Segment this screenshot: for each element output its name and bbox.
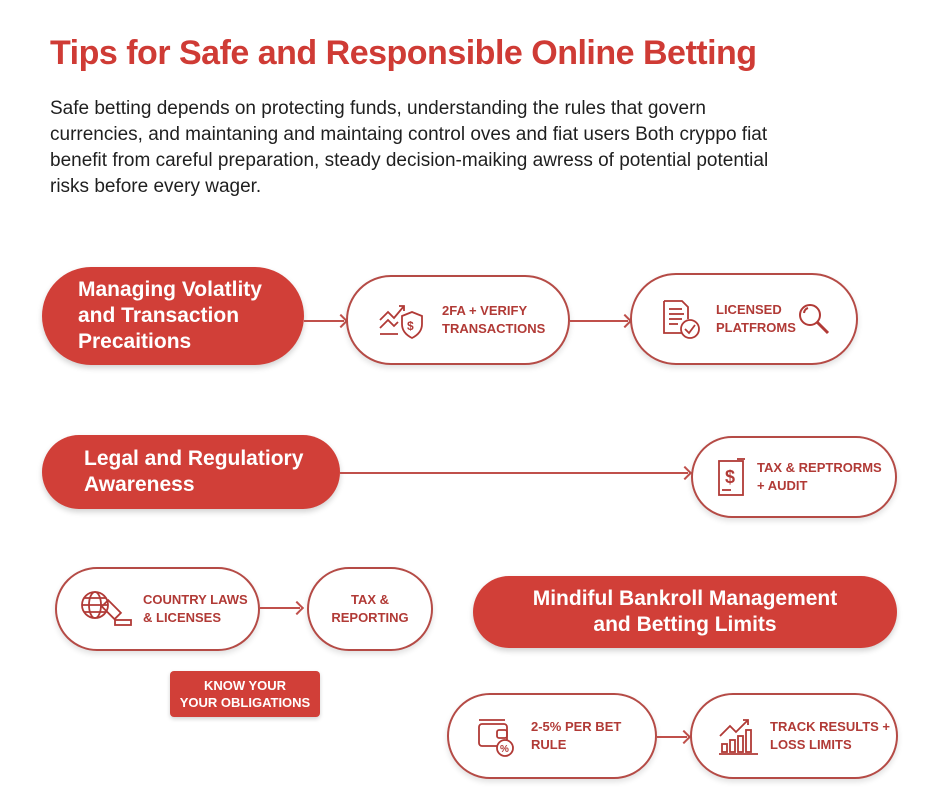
svg-text:%: % bbox=[500, 744, 509, 755]
magnifier-icon bbox=[796, 301, 832, 337]
node-line: PLATFROMS bbox=[716, 320, 796, 335]
document-check-icon bbox=[660, 297, 704, 341]
node-line: LICENSED bbox=[716, 302, 782, 317]
chart-shield-dollar-icon bbox=[378, 298, 426, 342]
intro-line: Safe betting depends on protecting funds, understanding the rules that govern bbox=[50, 98, 706, 119]
intro-line: currencies, and maintaning and maintaing control oves and fiat users Both cryppo fiat bbox=[50, 124, 768, 145]
node-line: REPORTING bbox=[331, 610, 409, 625]
node-tax-reporting bbox=[307, 567, 433, 651]
heading-line: Precaitions bbox=[78, 330, 192, 353]
heading-line: Legal and Regulatiory bbox=[84, 447, 304, 470]
svg-text:$: $ bbox=[407, 319, 414, 333]
node-track-results bbox=[690, 693, 898, 779]
node-line: TRACK RESULTS + bbox=[770, 719, 891, 734]
heading-line: Awareness bbox=[84, 473, 195, 496]
node-per-bet-rule bbox=[447, 693, 657, 779]
node-line: RULE bbox=[531, 737, 567, 752]
arrow-icon bbox=[677, 730, 691, 744]
node-line: + AUDIT bbox=[757, 478, 808, 493]
bar-chart-up-icon bbox=[718, 716, 760, 756]
node-line: LOSS LIMITS bbox=[770, 737, 852, 752]
heading-line: Mindiful Bankroll Management bbox=[532, 587, 838, 610]
node-line: COUNTRY LAWS bbox=[143, 592, 248, 607]
node-tax-audit bbox=[691, 436, 897, 518]
heading-line: and Betting Limits bbox=[593, 613, 777, 636]
globe-gavel-icon bbox=[79, 587, 135, 631]
arrow-icon bbox=[290, 601, 304, 615]
node-country-laws bbox=[55, 567, 260, 651]
page-title: Tips for Safe and Responsible Online Betting bbox=[50, 34, 757, 72]
node-line: TAX & bbox=[350, 592, 390, 607]
node-line: TRANSACTIONS bbox=[442, 321, 546, 336]
node-2fa-verify bbox=[346, 275, 570, 365]
connector bbox=[340, 472, 688, 474]
bankroll-heading bbox=[473, 576, 897, 648]
intro-line: risks before every wager. bbox=[50, 176, 262, 197]
tag-line: YOUR OBLIGATIONS bbox=[179, 695, 311, 710]
node-line: 2FA + VERIFY bbox=[442, 303, 528, 318]
tag-line: KNOW YOUR bbox=[203, 678, 287, 693]
node-line: 2-5% PER BET bbox=[531, 719, 622, 734]
svg-text:$: $ bbox=[725, 467, 736, 487]
intro-paragraph bbox=[50, 96, 900, 200]
heading-line: Managing Volatlity bbox=[78, 278, 262, 301]
heading-line: and Transaction bbox=[78, 304, 240, 327]
volatility-heading bbox=[42, 267, 304, 365]
obligations-tag bbox=[170, 671, 320, 717]
legal-heading bbox=[42, 435, 340, 509]
node-line: TAX & REPTRORMS bbox=[757, 460, 882, 475]
node-line: & LICENSES bbox=[143, 610, 222, 625]
tax-form-icon bbox=[717, 457, 747, 497]
node-licensed-platforms bbox=[630, 273, 858, 365]
intro-line: benefit from careful preparation, steady decision-maiking awress of potential potential bbox=[50, 150, 769, 171]
arrow-icon bbox=[678, 466, 692, 480]
wallet-percent-icon bbox=[475, 714, 517, 758]
